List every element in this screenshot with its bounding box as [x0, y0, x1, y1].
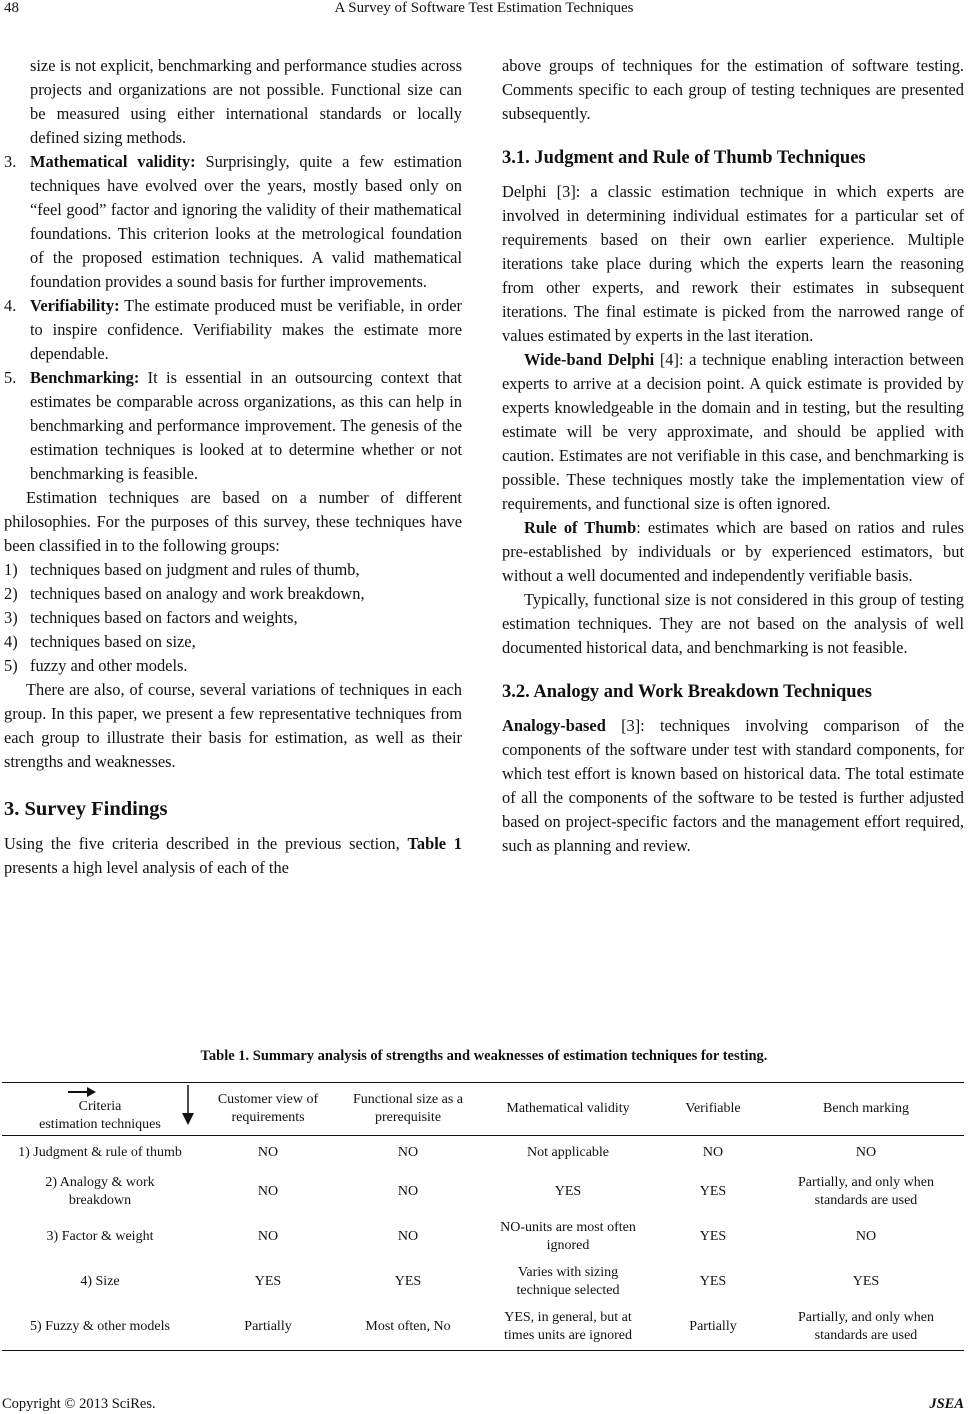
column-header: Functional size as a prerequisite	[352, 1092, 464, 1125]
technique-cell: 4) Size	[80, 1274, 120, 1289]
wideband-delphi-paragraph: Wide-band Delphi [4]: a technique enabling interaction between experts to arrive at a decision point. A quick estimate is provided by experts knowledgeable in the domain and in testing, but the resulting estimate will be very approximate, and should be applied with caution. Estimates are not verifiable in this case, and benchmarking is possible. These techniques mostly take the implementation view of requirements, and functional size is often ignored.	[502, 350, 964, 513]
table-cell: YES	[699, 1184, 727, 1199]
table-row	[2, 1215, 964, 1260]
table-row	[2, 1136, 964, 1170]
table-header-row	[2, 1083, 964, 1136]
table-cell: NO	[257, 1184, 279, 1199]
subsection-heading-judgment: 3.1. Judgment and Rule of Thumb Techniques	[502, 148, 866, 168]
criterion-benchmarking: 5. Benchmarking: It is essential in an outsourcing context that estimates be comparable across organizations, as this can help in benchmarking and performance improvement. The genesis of the estimation techniques is looked at to determine whether or not benchmarking is feasible.	[4, 368, 462, 483]
group-item: 4) techniques based on size,	[4, 632, 196, 651]
table-cell: Not applicable	[526, 1144, 610, 1160]
table-cell: YES	[852, 1274, 880, 1289]
table-row	[2, 1305, 964, 1351]
technique-cell: 5) Fuzzy & other models	[30, 1319, 170, 1335]
running-header	[0, 0, 968, 22]
table-cell: Partially, and only when standards are used	[798, 1175, 934, 1208]
table-cell: NO	[257, 1229, 279, 1244]
group-item: 2) techniques based on analogy and work breakdown,	[4, 584, 365, 603]
table-cell: YES	[394, 1274, 422, 1289]
group-item: 1) techniques based on judgment and rules of thumb,	[4, 560, 360, 579]
arrow-right-icon	[68, 1087, 96, 1097]
table-cell: YES	[554, 1184, 582, 1199]
typically-paragraph: Typically, functional size is not considered in this group of testing estimation techniques. They are not based on the analysis of well documented historical data, and benchmarking is not feasible.	[502, 590, 964, 657]
group-item: 5) fuzzy and other models.	[4, 656, 188, 675]
delphi-paragraph: Delphi [3]: a classic estimation technique in which experts are involved in determining individual estimates for a particular set of requirements based on their own earlier experience. Multiple iterations take place during which the experts learn the reasoning from other experts, and rework their estimates in subsequent iterations. The final estimate is picked from the narrowed range of values estimated by experts in the last iteration.	[502, 182, 964, 345]
table-row	[2, 1170, 964, 1215]
technique-cell: 1) Judgment & rule of thumb	[18, 1144, 182, 1160]
criteria-corner-cell: Criteria estimation techniques	[2, 1083, 198, 1136]
page-number: 48	[4, 0, 19, 16]
technique-cell: 2) Analogy & work breakdown	[45, 1175, 155, 1208]
table-cell: NO	[702, 1144, 724, 1160]
groups-list	[4, 558, 462, 678]
table-cell: YES	[699, 1274, 727, 1289]
criterion-verifiability: 4. Verifiability: The estimate produced must be verifiable, in order to inspire confidence. Verifiability makes the estimate more dependable.	[4, 296, 462, 363]
findings-paragraph: Using the five criteria described in the previous section, Table 1 presents a high level analysis of each of the	[4, 834, 462, 877]
column-header: Verifiable	[685, 1101, 741, 1116]
table-cell: Partially	[689, 1319, 737, 1335]
summary-table	[2, 1082, 964, 1351]
subsection-heading-analogy: 3.2. Analogy and Work Breakdown Techniques	[502, 682, 872, 702]
right-column	[502, 54, 964, 858]
table-cell: NO	[397, 1229, 419, 1244]
criterion-continuation: size is not explicit, benchmarking and performance studies across projects and organizations are not possible. Functional size can be measured using either international standards or locally defined sizing methods.	[30, 56, 462, 147]
column-header: Customer view of requirements	[217, 1092, 319, 1125]
table-cell: Partially, and only when standards are used	[798, 1310, 934, 1344]
arrow-down-icon	[182, 1085, 194, 1125]
left-column	[4, 54, 462, 880]
table-cell: Varies with sizing technique selected	[516, 1265, 620, 1298]
table-cell: NO	[397, 1184, 419, 1199]
variations-paragraph: There are also, of course, several variations of techniques in each group. In this paper, we present a few representative techniques from each group to illustrate their basis for estimation, as well as their strengths and weaknesses.	[4, 680, 462, 771]
table-cell: YES	[699, 1229, 727, 1244]
table-cell: Partially	[244, 1319, 292, 1335]
table-cell: NO	[397, 1144, 419, 1160]
table-caption: Table 1. Summary analysis of strengths and weaknesses of estimation techniques for testing.	[200, 1048, 768, 1064]
group-item: 3) techniques based on factors and weights,	[4, 608, 298, 627]
running-title: A Survey of Software Test Estimation Techniques	[334, 0, 634, 16]
column-header: Mathematical validity	[506, 1101, 630, 1116]
table-row	[2, 1260, 964, 1305]
findings-continuation: above groups of techniques for the estimation of software testing. Comments specific to each group of testing techniques are presented subsequently.	[502, 56, 964, 123]
table-reference: Table 1	[407, 834, 462, 853]
journal-abbreviation: JSEA	[929, 1396, 964, 1412]
table-cell: Most often, No	[365, 1319, 451, 1335]
copyright-notice: Copyright © 2013 SciRes.	[2, 1396, 156, 1412]
table-cell: YES, in general, but at times units are ignored	[504, 1310, 632, 1344]
section-heading-survey-findings: 3. Survey Findings	[4, 798, 168, 820]
table-cell: NO	[257, 1144, 279, 1160]
table-cell: YES	[254, 1274, 282, 1289]
groups-intro-paragraph: Estimation techniques are based on a number of different philosophies. For the purposes of this survey, these techniques have been classified in to the following groups:	[4, 488, 462, 555]
table-cell: NO	[855, 1229, 877, 1244]
rule-of-thumb-paragraph: Rule of Thumb: estimates which are based on ratios and rules pre-established by individuals or by experienced estimators, but without a well documented and independently verifiable basis.	[502, 518, 964, 585]
analogy-paragraph: Analogy-based [3]: techniques involving comparison of the components of the software under test with standard components, for which test effort is known based on historical data. The total estimate of all the components of the software to be tested is further adjusted based on project-specific factors and the management effort required, such as planning and review.	[502, 716, 964, 855]
criterion-mathematical-validity: 3. Mathematical validity: Surprisingly, quite a few estimation techniques have evolved over the years, mostly based only on “feel good” factor and ignoring the validity of their mathematical foundations. This criterion looks at the metrological foundation of the proposed estimation techniques. A valid mathematical foundation provides a sound basis for further improvements.	[4, 152, 462, 291]
technique-cell: 3) Factor & weight	[46, 1229, 154, 1244]
table-cell: NO-units are most often ignored	[500, 1220, 636, 1253]
table-cell: NO	[855, 1144, 877, 1160]
column-header: Bench marking	[823, 1101, 909, 1116]
